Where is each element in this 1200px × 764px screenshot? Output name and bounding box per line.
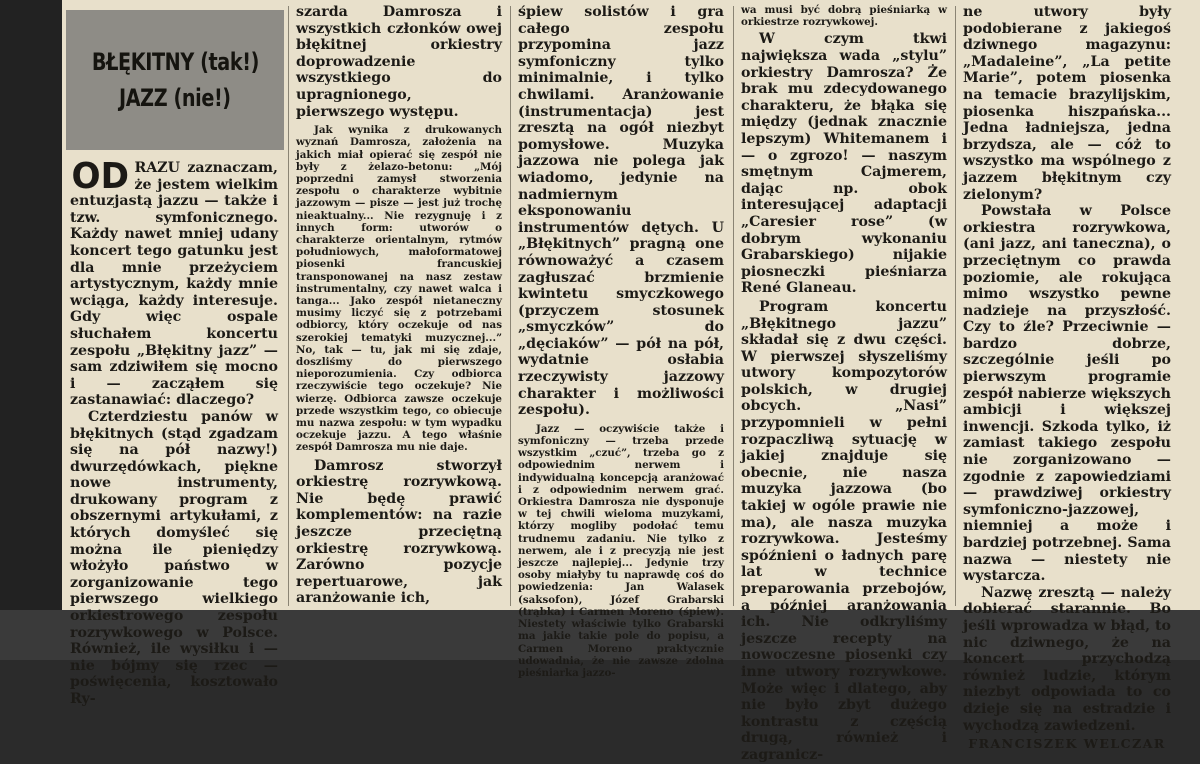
paragraph: Powstała w Polsce orkiestra rozrywkowa, (ani jazz, ani taneczna), o przeciętnym co prawda poziomie, ale rokująca mimo wszystko pewne nadzieje na przyszłość. Czy to źle? Przeciwnie — bardzo dobrze, szczególnie jeśli po pierwszym programie zespół nabierze większych ambicji i większej inwencji. Szkoda tylko, iż zamiast takiego zespołu nie zorganizowano — zgodnie z zapowiedziami — prawdziwej orkiestry symfoniczno-jazzowej, niemniej a może i bardziej potrzebnej. Sama nazwa — niestety nie wystarcza. (963, 203, 1171, 585)
author-signature: FRANCISZEK WELCZAR (968, 736, 1166, 752)
paragraph: Czterdziestu panów w błękitnych (stąd zgadzam się na pół nazwy!) dwurzędówkach, piękne nowe instrumenty, drukowany program z obszernymi artykułami, z których domyśleć się można ile pieniędzy włożyło państwo w zorganizowanie tego pierwszego wielkiego orkiestrowego zespołu rozrywkowego w Polsce. Również, ile wysiłku i — nie bójmy się rzec — poświęcenia, kosztowało Ry- (70, 408, 278, 707)
paragraph: Jak wynika z drukowanych wyznań Damrosza, założenia na jakich miał opierać się zespół nie były z żelazo-betonu: „Mój poprzedni zamysł stworzenia zespołu o charakterze wybitnie jazzowym — pisze — jest już trochę nieaktualny... Nie rezygnuję i z innych form: utworów o charakterze orientalnym, rytmów południowych, małoformatowej piosenki francuskiej transponowanej na nasz zestaw instrumentalny, czy nawet walca i tanga... Jako zespół nietaneczny musimy liczyć się z potrzebami odbiorcy, który oczekuje od nas szerokiej tematyki muzycznej...” No, tak — tu, jak mi się zdaje, doszliśmy do pierwszego nieporozumienia. Czy odbiorca rzeczywiście tego oczekuje? Nie wierzę. Odbiorca zawsze oczekuje przede wszystkim tego, co obiecuje mu nazwa zespołu: w tym wypadku oczekuje jazzu. A tego właśnie zespół Damrosza mu nie daje. (296, 124, 502, 454)
article-column-2 (296, 4, 502, 610)
binding-edge (0, 0, 62, 660)
paragraph: ne utwory były podobierane z jakiegoś dziwnego magazynu: „Madaleine”, „La petite Marie”, potem piosenka na temacie brazylijskim, piosenka hiszpańska... Jedna ładniejsza, jedna brzydsza, ale — cóż to wszystko ma wspólnego z jazzem błękitnym czy zielonym? (963, 4, 1171, 203)
headline-box (66, 10, 284, 150)
article-column-3 (518, 4, 724, 679)
drop-cap: OD (71, 156, 129, 197)
headline-line-1: BŁĘKITNY (tak!) (91, 48, 259, 76)
column-divider (288, 6, 289, 606)
headline-line-2: JAZZ (nie!) (119, 84, 231, 112)
paragraph: Nazwę zresztą — należy dobierać starannie. Bo jeśli wprowadza w błąd, to nic dziwnego, że na koncert przychodzą również ludzie, którym niezbyt odpowiada to co dzieje się na estradzie i wychodzą zawiedzeni. (963, 584, 1171, 734)
article-column-1 (70, 156, 278, 707)
paragraph: śpiew solistów i gra całego zespołu przypomina jazz symfoniczny tylko minimalnie, i tylko chwilami. Aranżowanie (instrumentacja) jest zresztą na ogół niezbyt pomysłowe. Muzyka jazzowa nie polega jak wiadomo, jedynie na nadmiernym eksponowaniu instrumentów dętych. U „Błękitnych” pragną one równoważyć a czasem zagłuszać brzmienie kwintetu smyczkowego (przyczem stosunek „smyczków” do „dęciaków” — pół na pół, wydatnie osłabia rzeczywisty jazzowy charakter i możliwości zespołu). (518, 4, 724, 419)
column-divider (510, 6, 511, 606)
article-column-4 (741, 4, 947, 763)
paragraph: Jazz — oczywiście także i symfoniczny — trzeba przede wszystkim „czuć”, trzeba go z odpowiednim nerwem i indywidualną koncepcją aranżować i z odpowiednim nerwem grać. Orkiestra Damrosza nie dysponuje w tej chwili wieloma muzykami, którzy mogliby podołać temu trudnemu zadaniu. Nie tylko z nerwem, ale i z precyzją nie jest jeszcze najlepiej... Jedynie trzy osoby miałyby tu naprawdę coś do powiedzenia: Jan Walasek (saksofon), Józef Grabarski (trąbka) i Carmen Moreno (śpiew). Niestety właściwie tylko Grabarski ma jakie takie pole do popisu, a Carmen Moreno praktycznie udowadnia, że nie zawsze zdolna pieśniarka jazzo- (518, 422, 724, 679)
paragraph: szarda Damrosza i wszystkich członków owej błękitnej orkiestry doprowadzenie wszystkiego do upragnionego, pierwszego występu. (296, 4, 502, 120)
paragraph: RAZU zaznaczam, że jestem wielkim entuzjastą jazzu — także i tzw. symfonicznego. Każdy nawet mniej udany koncert tego gatunku jest dla mnie przeżyciem artystycznym, każdy mnie wciąga, każdy interesuje. Gdy więc ospale słuchałem koncertu zespołu „Błękitny jazz” — sam zdziwiłem się mocno i — zacząłem się zastanawiać: dlaczego? (70, 160, 278, 409)
article-column-5 (963, 4, 1171, 752)
paragraph: Program koncertu „Błękitnego jazzu” składał się z dwu części. W pierwszej słyszeliśmy utwory kompozytorów polskich, w drugiej obcych. „Nasi” przypomnieli w pełni rozpaczliwą sytuację w jakiej znajduje się obecnie, nie nasza muzyka jazzowa (bo takiej w ogóle prawie nie ma), ale nasza muzyka rozrywkowa. Jesteśmy spóźnieni o ładnych parę lat w technice preparowania przebojów, a później aranżowania ich. Nie odkryliśmy jeszcze recepty na nowoczesne piosenki czy inne utwory rozrywkowe. Może więc i dlatego, aby nie było zbyt dużego kontrastu z częścią drugą, również i zagranicz- (741, 298, 947, 763)
column-divider (733, 6, 734, 606)
column-divider (955, 6, 956, 606)
paragraph: wa musi być dobrą pieśniarką w orkiestrze rozrywkowej. (741, 4, 947, 29)
paragraph: Damrosz stworzył orkiestrę rozrywkową. Nie będę prawić komplementów: na razie jeszcze przeciętną orkiestrę rozrywkową. Zarówno pozycje repertuarowe, jak aranżowanie ich, (296, 457, 502, 607)
paragraph: W czym tkwi największa wada „stylu” orkiestry Damrosza? Że brak mu zdecydowanego charakteru, że błąka się między (jednak znacznie lepszym) Whitemanem i — o zgrozo! — naszym smętnym Cajmerem, dając np. obok interesującej adaptacji „Caresier rose” (w dobrym wykonaniu Grabarskiego) nijakie piosneczki pieśniarza René Glaneau. (741, 31, 947, 297)
